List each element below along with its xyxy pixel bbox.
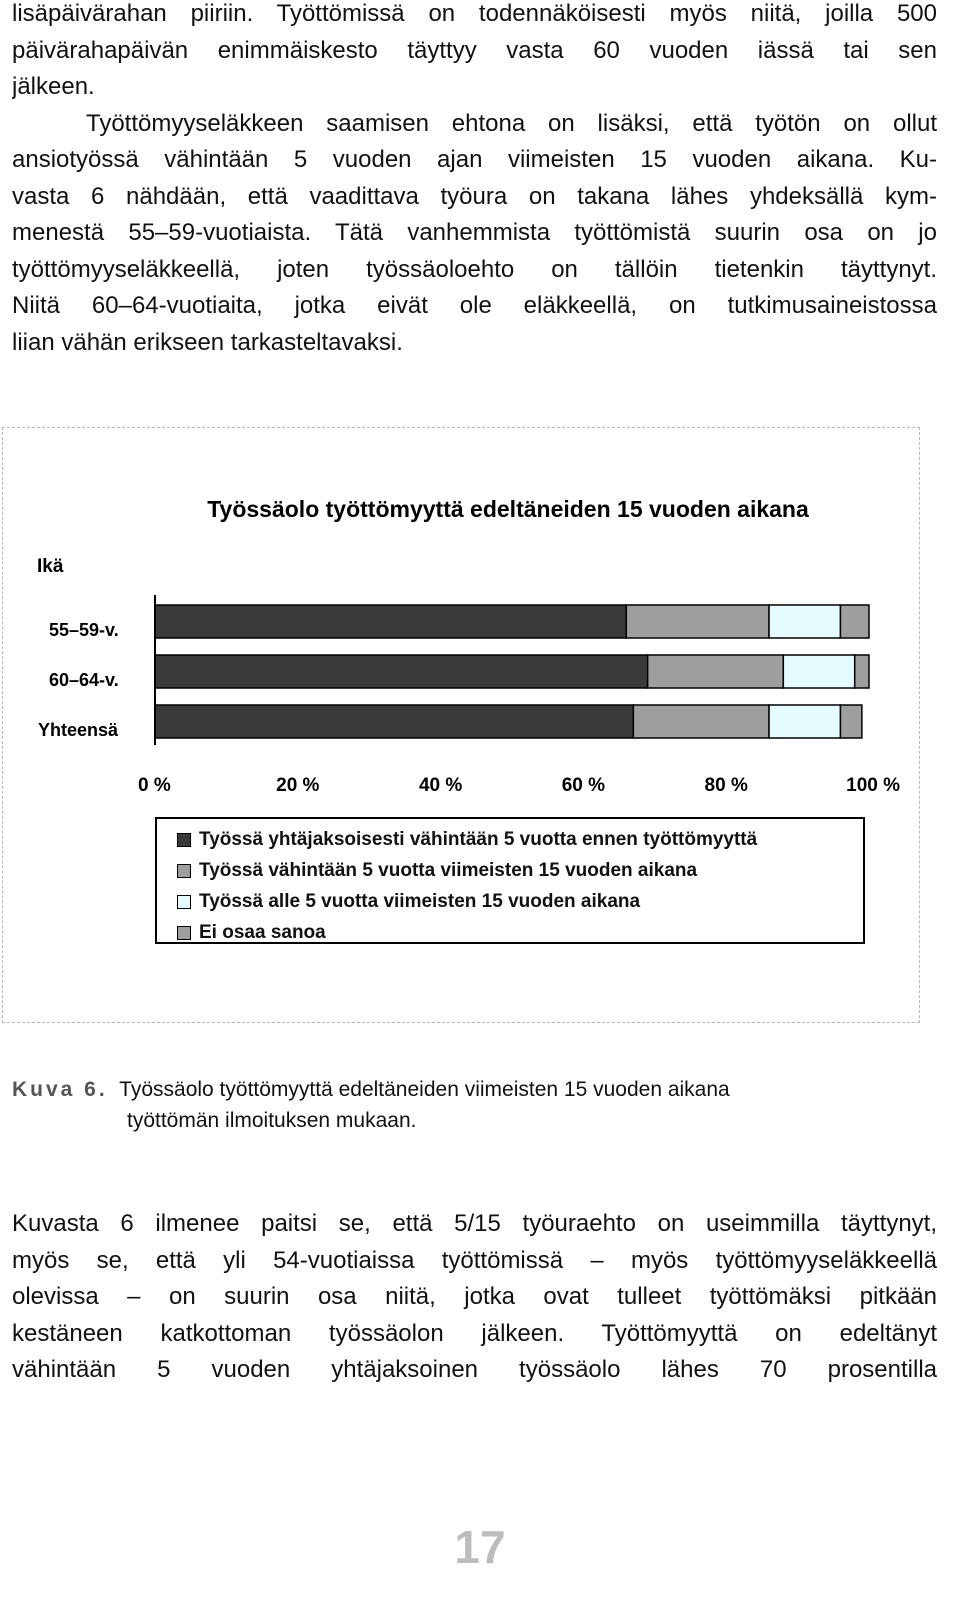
category-label: 55–59-v. bbox=[49, 620, 119, 640]
body-paragraph-bottom bbox=[12, 1206, 937, 1389]
x-tick-label: 0 % bbox=[138, 775, 171, 796]
x-tick-label: 40 % bbox=[418, 775, 463, 796]
text-line: liian vähän erikseen tarkasteltavaksi. bbox=[12, 328, 403, 356]
legend-swatch bbox=[177, 833, 191, 847]
figure-caption bbox=[12, 1074, 912, 1136]
text-line: Niitä 60–64-vuotiaita, jotka eivät ole eläkkeellä, on tutkimusaineistossa bbox=[12, 292, 937, 319]
bar-segment bbox=[769, 605, 840, 638]
text-line: päivärahapäivän enimmäiskesto täyttyy vasta 60 vuoden iässä tai sen bbox=[12, 36, 937, 64]
text-line: vähintään 5 vuoden yhtäjaksoinen työssäolo lähes 70 prosentilla bbox=[12, 1356, 937, 1383]
x-tick-label: 100 % bbox=[846, 775, 900, 796]
legend-item bbox=[177, 917, 863, 948]
caption-text: Työssäolo työttömyyttä edeltäneiden viimeisten 15 vuoden aikana bbox=[119, 1078, 730, 1101]
bar-segment bbox=[783, 655, 854, 688]
bar-segment bbox=[840, 705, 861, 738]
legend-label: Työssä vähintään 5 vuotta viimeisten 15 vuoden aikana bbox=[199, 859, 698, 881]
legend-item bbox=[177, 855, 863, 886]
legend-label: Työssä yhtäjaksoisesti vähintään 5 vuotta ennen työttömyyttä bbox=[199, 828, 758, 850]
text-line: työttömyyseläkkeellä, joten työssäoloehto on tällöin tietenkin täyttynyt. bbox=[12, 255, 937, 283]
text-line: Kuvasta 6 ilmenee paitsi se, että 5/15 työuraehto on useimmilla täyttynyt, bbox=[12, 1210, 937, 1237]
legend-label: Työssä alle 5 vuotta viimeisten 15 vuoden aikana bbox=[199, 890, 641, 912]
x-tick-label: 60 % bbox=[561, 775, 606, 796]
caption-label: Kuva 6. bbox=[12, 1078, 108, 1101]
text-line: lisäpäivärahan piiriin. Työttömissä on todennäköisesti myös niitä, joilla 500 bbox=[12, 0, 937, 27]
category-label: 60–64-v. bbox=[49, 670, 119, 690]
text-line: menestä 55–59-vuotiaista. Tätä vanhemmista työttömistä suurin osa on jo bbox=[12, 219, 937, 246]
page-number: 17 bbox=[454, 1521, 506, 1573]
legend-item bbox=[177, 886, 863, 917]
legend-swatch bbox=[177, 926, 191, 940]
bar-segment bbox=[633, 705, 769, 738]
bar-segment bbox=[769, 705, 840, 738]
bar-segment bbox=[840, 605, 869, 638]
bar-segment bbox=[155, 655, 648, 688]
bar-segment bbox=[626, 605, 769, 638]
text-line: olevissa – on suurin osa niitä, jotka ovat tulleet työttömäksi pitkään bbox=[12, 1283, 937, 1310]
legend-label: Ei osaa sanoa bbox=[199, 921, 326, 943]
legend-item bbox=[177, 824, 863, 855]
chart-title: Työssäolo työttömyyttä edeltäneiden 15 vuoden aikana bbox=[207, 496, 809, 522]
x-tick-label: 20 % bbox=[276, 775, 320, 796]
bar-segment bbox=[155, 605, 626, 638]
x-tick-labels bbox=[138, 775, 900, 796]
text-line: Työttömyyseläkkeen saamisen ehtona on lisäksi, että työtön on ollut bbox=[86, 109, 937, 137]
category-label: Yhteensä bbox=[38, 720, 119, 740]
text-line: vasta 6 nähdään, että vaadittava työura on takana lähes yhdeksällä kym- bbox=[12, 182, 937, 210]
text-line: jälkeen. bbox=[12, 73, 95, 100]
chart-legend bbox=[155, 817, 865, 944]
bar-segment bbox=[648, 655, 784, 688]
text-line: ansiotyössä vähintään 5 vuoden ajan viimeisten 15 vuoden aikana. Ku- bbox=[12, 146, 937, 173]
legend-swatch bbox=[177, 864, 191, 878]
y-axis-title: Ikä bbox=[37, 556, 64, 577]
bars-layer bbox=[155, 605, 869, 738]
caption-text: työttömän ilmoituksen mukaan. bbox=[127, 1109, 417, 1132]
text-line: kestäneen katkottoman työssäolon jälkeen. Työttömyyttä on edeltänyt bbox=[12, 1319, 937, 1347]
x-tick-label: 80 % bbox=[704, 775, 748, 796]
bar-segment bbox=[155, 705, 633, 738]
category-labels bbox=[38, 620, 119, 740]
legend-swatch bbox=[177, 895, 191, 909]
bar-segment bbox=[855, 655, 869, 688]
text-line: myös se, että yli 54-vuotiaissa työttömissä – myös työttömyyseläkkeellä bbox=[12, 1246, 937, 1274]
